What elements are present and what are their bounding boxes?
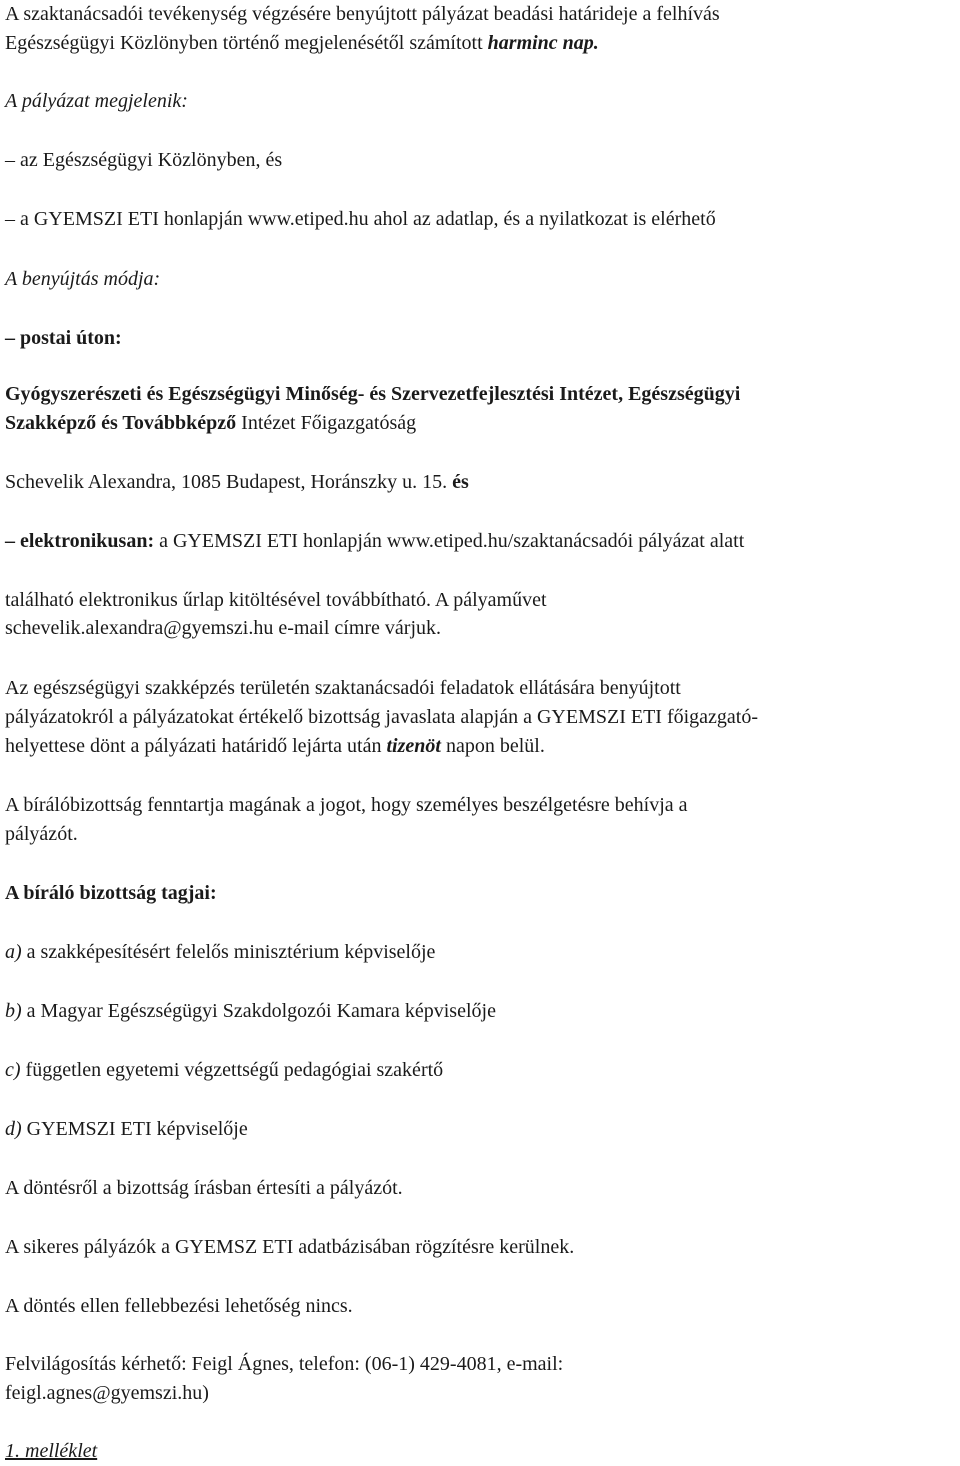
deadline-emphasis: harminc nap. <box>487 32 599 54</box>
submission-electronic: – elektronikusan: a GYEMSZI ETI honlapján www.etiped.hu/szaktanácsadói pályázat alatt <box>5 530 745 552</box>
organization-line-1: Gyógyszerészeti és Egészségügyi Minőség- és Szervezetfejlesztési Intézet, Egészségügyi <box>5 383 741 405</box>
committee-member: d) GYEMSZI ETI képviselője <box>5 1118 248 1140</box>
organization-line-2: Szakképző és Továbbképző Intézet Főigazgatóság <box>5 412 417 434</box>
contact-line-2: feigl.agnes@gyemszi.hu) <box>5 1382 209 1404</box>
notice-appeal: A döntés ellen fellebbezési lehetőség nincs. <box>5 1295 353 1317</box>
decision-line-3: helyettese dönt a pályázati határidő lejárta után tizenöt napon belül. <box>5 735 545 757</box>
committee-member: a) a szakképesítésért felelős minisztérium képviselője <box>5 941 436 963</box>
submission-postal: – postai úton: <box>5 327 122 349</box>
appears-heading: A pályázat megjelenik: <box>5 90 188 112</box>
submission-heading: A benyújtás módja: <box>5 268 161 290</box>
intro-line-1: A szaktanácsadói tevékenység végzésére benyújtott pályázat beadási határideje a felhívás <box>5 3 720 25</box>
committee-heading: A bíráló bizottság tagjai: <box>5 882 217 904</box>
appears-item-1: – az Egészségügyi Közlönyben, és <box>5 149 283 171</box>
interview-line-1: A bírálóbizottság fenntartja magának a jogot, hogy személyes beszélgetésre behívja a <box>5 794 688 816</box>
decision-line-1: Az egészségügyi szakképzés területén szaktanácsadói feladatok ellátására benyújtott <box>5 677 681 699</box>
form-line-1: található elektronikus űrlap kitöltésével továbbítható. A pályaművet <box>5 589 547 611</box>
intro-line-2: Egészségügyi Közlönyben történő megjelenésétől számított harminc nap. <box>5 32 599 54</box>
postal-address: Schevelik Alexandra, 1085 Budapest, Horánszky u. 15. és <box>5 471 469 493</box>
committee-member: b) a Magyar Egészségügyi Szakdolgozói Kamara képviselője <box>5 1000 496 1022</box>
notice-database: A sikeres pályázók a GYEMSZ ETI adatbázisában rögzítésre kerülnek. <box>5 1236 575 1258</box>
contact-line-1: Felvilágosítás kérhető: Feigl Ágnes, telefon: (06-1) 429-4081, e-mail: <box>5 1353 564 1375</box>
committee-member: c) független egyetemi végzettségű pedagógiai szakértő <box>5 1059 444 1081</box>
notice-decision: A döntésről a bizottság írásban értesíti a pályázót. <box>5 1177 403 1199</box>
interview-line-2: pályázót. <box>5 823 78 845</box>
form-line-2: schevelik.alexandra@gyemszi.hu e-mail címre várjuk. <box>5 617 442 639</box>
annex-link[interactable]: 1. melléklet <box>5 1440 98 1462</box>
decision-line-2: pályázatokról a pályázatokat értékelő bizottság javaslata alapján a GYEMSZI ETI főigazgató- <box>5 706 759 728</box>
appears-item-2: – a GYEMSZI ETI honlapján www.etiped.hu ahol az adatlap, és a nyilatkozat is elérhető <box>5 208 716 230</box>
